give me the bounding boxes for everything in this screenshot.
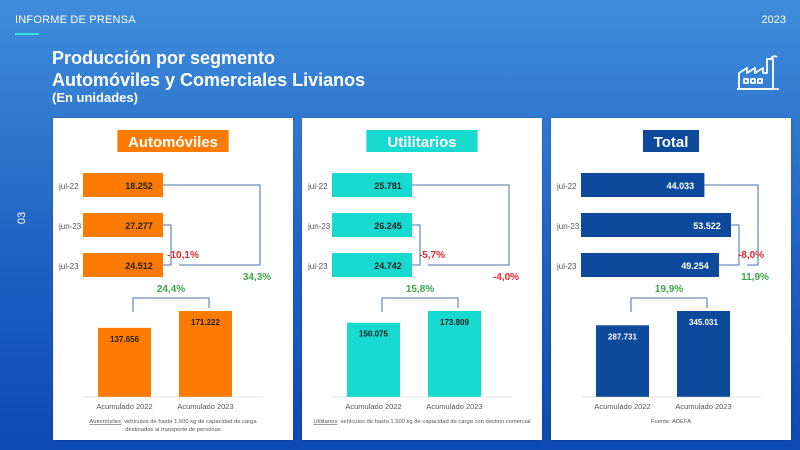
accum-label: Acumulado 2023 (675, 402, 732, 411)
accum-value: 173.809 (440, 318, 469, 327)
accum-value: 287.731 (608, 332, 637, 342)
month-value: 18.252 (125, 181, 153, 191)
month-value: 49.254 (681, 261, 709, 271)
monthly-variation: -10,1% (167, 250, 199, 261)
yoy-variation: 34,3% (242, 272, 272, 283)
footnote (313, 419, 530, 425)
accum-label: Acumulado 2023 (426, 402, 483, 411)
accum-variation: 24,4% (156, 284, 186, 295)
accum-variation: 19,9% (654, 284, 684, 295)
monthly-variation: -8,0% (737, 250, 765, 261)
header-accent-line (15, 33, 39, 35)
panel-utilitarios (302, 118, 542, 440)
accum-label: Acumulado 2022 (96, 402, 153, 411)
accum-value: 137.656 (110, 334, 139, 344)
page-subtitle: (En unidades) (52, 90, 138, 105)
footnote-term: Automóviles (89, 419, 121, 425)
yoy-variation: 11,9% (741, 272, 769, 283)
month-label: jun-23 (308, 222, 331, 231)
chart-utilitarios (302, 118, 542, 440)
report-label: INFORME DE PRENSA (15, 14, 136, 26)
month-value: 44.033 (666, 181, 695, 191)
footnote-text: : vehículos de hasta 1.500 kg de capacidad de carga (120, 419, 257, 425)
chart-title: Total (653, 134, 689, 151)
factory-icon (737, 55, 779, 91)
month-label: jul-22 (308, 182, 328, 191)
month-label: jul-22 (557, 182, 577, 191)
page-title-line1: Producción por segmento (52, 48, 276, 68)
accum-label: Acumulado 2023 (177, 402, 234, 411)
month-value: 53.522 (693, 221, 721, 231)
chart-total (551, 118, 791, 440)
month-value: 26.245 (374, 221, 402, 231)
panel-total (551, 118, 791, 440)
report-year: 2023 (761, 14, 786, 26)
footnote (89, 419, 257, 425)
footnote-text: Fuente: ADEFA (651, 419, 691, 425)
chart-title: Automóviles (127, 134, 219, 151)
accum-label: Acumulado 2022 (594, 402, 651, 411)
month-value: 27.277 (125, 221, 153, 231)
footnote (651, 419, 691, 425)
chart-automoviles (53, 118, 293, 440)
yoy-variation: -4,0% (492, 272, 520, 283)
month-label: jul-23 (308, 262, 328, 271)
accum-variation: 15,8% (405, 284, 435, 295)
accum-bracket (631, 298, 707, 312)
month-value: 25.781 (374, 181, 402, 191)
month-label: jun-23 (557, 222, 580, 231)
accum-bracket (133, 298, 209, 312)
chart-title: Utilitarios (387, 134, 457, 151)
page-number: 03 (16, 211, 29, 225)
accum-label: Acumulado 2022 (345, 402, 402, 411)
footnote-text: : vehículos de hasta 1.500 kg de capacidad de carga con destino comercial (337, 419, 531, 425)
month-label: jul-23 (557, 262, 577, 271)
accum-value: 345.031 (689, 318, 718, 327)
accum-bracket (382, 298, 458, 312)
month-label: jul-23 (59, 262, 79, 271)
month-label: jun-23 (59, 222, 82, 231)
panel-automoviles (53, 118, 293, 440)
accum-value: 150.075 (359, 329, 388, 339)
monthly-variation: -5,7% (418, 250, 446, 261)
accum-value: 171.222 (191, 318, 220, 327)
footnote-term: Utilitarios (313, 419, 338, 425)
footnote-line2: destinados al transporte de personas (125, 427, 221, 433)
month-label: jul-22 (59, 182, 79, 191)
month-value: 24.512 (125, 261, 153, 271)
page-title (52, 47, 365, 91)
month-value: 24.742 (374, 261, 402, 271)
page-title-line2: Automóviles y Comerciales Livianos (52, 70, 366, 90)
